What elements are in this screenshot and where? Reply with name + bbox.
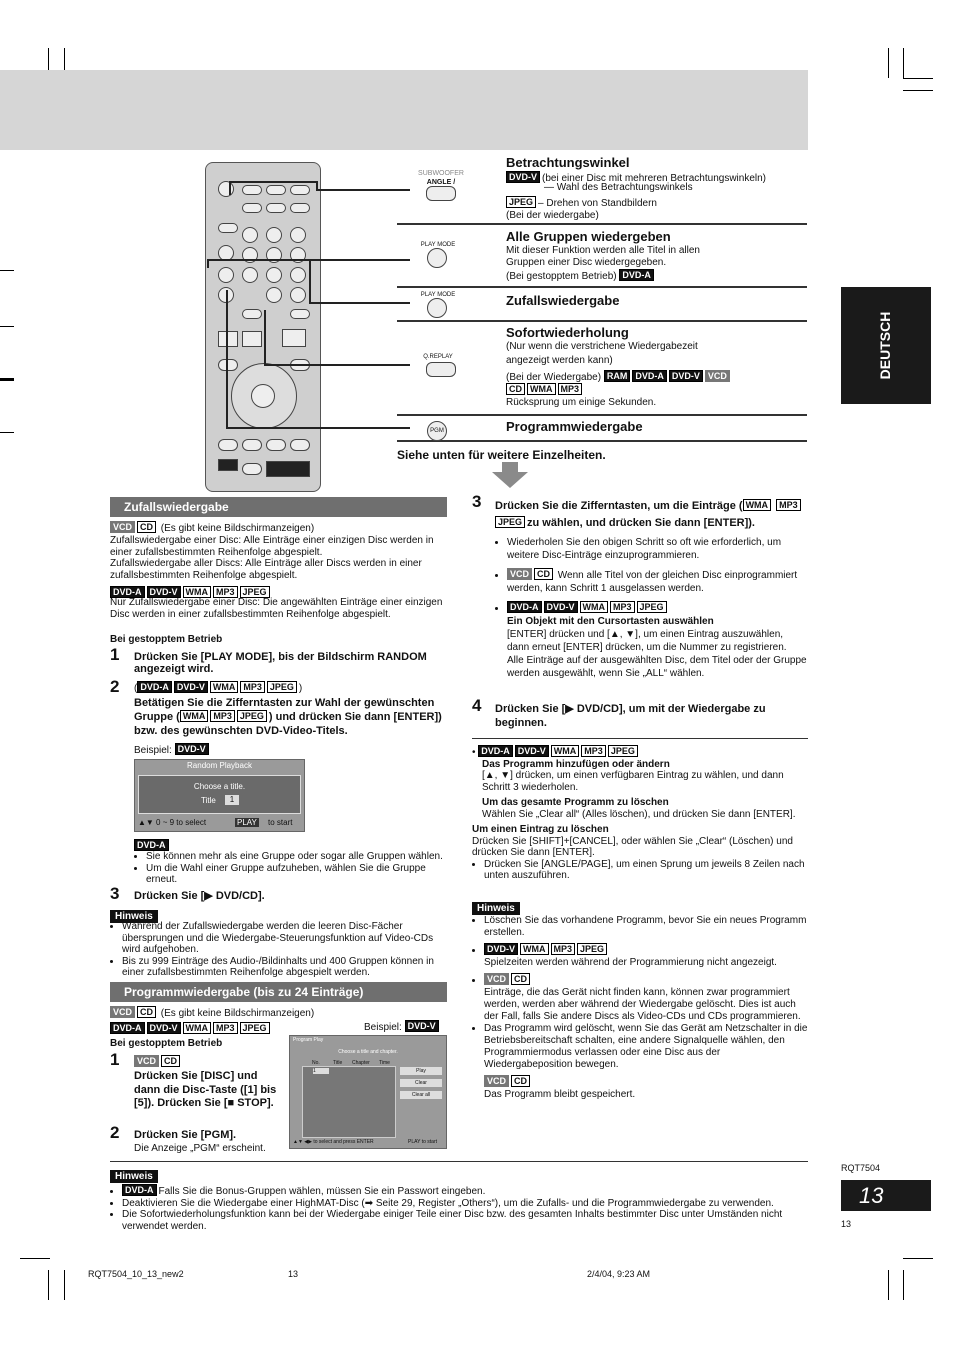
note-item: • Das Programm wird gelöscht, wenn Sie das Gerät am Netzschalter in die Betriebsbereitschaft schalten, eine andere Signalquelle wählen, den Programmiermodus verlassen oder eine Disc aus der Wiedergabeposition bewegen. VCD CD Das Programm bleibt gespeichert.: [484, 1023, 809, 1101]
screen-panel: [138, 775, 301, 814]
bottom-notes: [110, 1184, 808, 1232]
play-mode-label: PLAY MODE: [420, 292, 456, 298]
section-header-random: Zufallswiedergabe: [110, 497, 447, 517]
note-item: • VCD CD Wenn alle Titel von der gleichen Disc einprogrammiert werden, kann Schritt 1 ausgelassen werden.: [507, 568, 808, 595]
q-replay-label: Q.REPLAY: [423, 354, 453, 360]
note-item: • Wiederholen Sie den obigen Schritt so oft wie erforderlich, um weitere Disc-Einträge einzuprogrammieren.: [507, 536, 808, 562]
note-item: • Drücken Sie [ANGLE/PAGE], um einen Sprung um jeweils 8 Zeilen nach unten auszuführen.: [484, 859, 809, 882]
step-number: 1: [110, 645, 120, 664]
disc-tags: DVD-A DVD-V WMA MP3 JPEG: [110, 1022, 272, 1036]
note-item: • Löschen Sie das vorhandene Programm, bevor Sie ein neues Programm erstellen.: [484, 915, 809, 939]
note-item: • VCD CD Einträge, die das Gerät nicht finden kann, können zwar programmiert werden, werden aber während der Wiedergabe gelöscht. Dies ist auch der Fall, falls Sie andere Discs als Video-CDs und CDs programmieren.: [484, 973, 809, 1023]
prog-first-row: 1: [313, 1068, 329, 1074]
feature-desc: CD WMA MP3: [506, 383, 584, 397]
random-playback-screen: [134, 759, 305, 832]
step-number: 1: [110, 1050, 120, 1069]
note-item: • DVD-A DVD-V WMA MP3 JPEG Ein Objekt mit den Cursortasten auswählen [ENTER] drücken und [▲, ▼], um einen Eintrag auszuwählen, dann erneut [ENTER] drücken, um die Nummer zu registrieren. Alle Einträge auf der ausgewählten Disc, dem Titel oder der Gruppe werden ausgewählt, wenn Sie „ALL“ wählen.: [507, 601, 808, 680]
random-step-3: Drücken Sie [▶ DVD/CD].: [134, 890, 265, 902]
crop-mark: [0, 270, 14, 271]
stopped-label: Bei gestopptem Betrieb: [110, 634, 223, 645]
random-desc: Zufallswiedergabe aller Discs: Alle Einträge aller Discs werden in einer zufallsbestimmten Reihenfolge abgespielt.: [110, 558, 422, 581]
example-label: Beispiel: DVD-V: [134, 743, 211, 757]
feature-desc: (Bei der Wiedergabe) RAM DVD-A DVD-V VCD: [506, 370, 732, 384]
screen-title: Random Playback: [187, 761, 252, 770]
crop-mark: [903, 48, 904, 78]
program-play-screen: [289, 1035, 447, 1149]
shift-button: [218, 459, 238, 471]
crop-mark: [903, 90, 933, 91]
program-step-2-sub: Die Anzeige „PGM“ erscheint.: [134, 1143, 266, 1154]
subwoofer-label: SUBWOOFER: [418, 170, 464, 177]
note-item: • DVD-V WMA MP3 JPEG Spielzeiten werden während der Programmierung nicht angezeigt.: [484, 943, 809, 969]
feature-desc: JPEG – Drehen von Standbildern: [506, 196, 657, 210]
program-step-2: Drücken Sie [PGM].: [134, 1129, 237, 1141]
divider: [472, 738, 808, 739]
hinweis-label: Hinweis: [110, 906, 158, 924]
feature-desc: — Wahl des Betrachtungswinkels: [544, 182, 693, 193]
step-number: 2: [110, 1123, 120, 1142]
random-step-2: Betätigen Sie die Zifferntasten zur Wahl der gewünschten Gruppe ( WMA MP3 JPEG ) und drücken Sie dann [ENTER]) bzw. des gewünschten DVD-Video-Titels.: [134, 697, 442, 737]
section-header-program: Programmwiedergabe (bis zu 24 Einträge): [110, 982, 447, 1002]
screen-start: to start: [268, 818, 293, 827]
program-step-3: Drücken Sie die Zifferntasten, um die Einträge ( WMA MP3JPEG zu wählen, und drücken Sie dann [ENTER]).: [495, 498, 809, 532]
crop-mark: [0, 378, 14, 381]
hinweis-label: Hinweis: [110, 1166, 158, 1184]
feature-desc: (Nur wenn die verstrichene Wiedergabezeit: [506, 341, 698, 352]
crop-mark: [888, 48, 889, 78]
disc-tags: VCD CD (Es gibt keine Bildschirmanzeigen): [110, 1006, 314, 1020]
disc-tags: DVD-A DVD-V WMA MP3 JPEG: [110, 586, 272, 600]
prog-footer-play: PLAY to start: [408, 1139, 437, 1145]
prog-col: No.: [312, 1060, 320, 1066]
stopped-label: Bei gestopptem Betrieb: [110, 1038, 223, 1049]
feature-title: Zufallswiedergabe: [506, 293, 620, 308]
note-item: • Deaktivieren Sie die Wiedergabe einer HighMAT-Disc (➡ Seite 29, Register „Others“), um die Zufalls- und die Programmwiedergabe zu verwenden.: [122, 1198, 808, 1210]
header-band: [0, 70, 808, 150]
down-arrow-icon: [492, 462, 528, 488]
random-notes: [110, 921, 447, 979]
prog-col: Time: [379, 1060, 390, 1066]
divider: [110, 1161, 808, 1162]
feature-title: Betrachtungswinkel: [506, 155, 630, 170]
see-below: Siehe unten für weitere Einzelheiten.: [397, 448, 606, 462]
disc-tags: DVD-A: [134, 839, 171, 853]
crop-mark: [888, 1270, 889, 1300]
step-number: 4: [472, 696, 482, 715]
page-number: 13: [841, 1180, 931, 1211]
callout-lines: [200, 160, 410, 440]
feature-desc: Gruppen einer Disc wiedergegeben.: [506, 257, 667, 268]
divider: [397, 223, 807, 225]
prog-play-button[interactable]: Play: [400, 1067, 442, 1075]
crop-mark: [0, 432, 14, 433]
feature-desc: Mit dieser Funktion werden alle Titel in allen: [506, 245, 700, 256]
pgm-button: PGM: [427, 421, 447, 441]
note-item: • Um die Wahl einer Gruppe aufzuheben, wählen Sie die Gruppe erneut.: [146, 863, 447, 886]
footer-file: RQT7504_10_13_new2: [88, 1269, 184, 1279]
random-desc: Zufallswiedergabe einer Disc: Alle Einträge einer einzigen Disc werden in einer zufallsbestimmten Reihenfolge abgespielt.: [110, 535, 434, 558]
step-number: 2: [110, 677, 120, 696]
program-edit-notes: • DVD-A DVD-V WMA MP3 JPEG Das Programm hinzufügen oder ändern [▲, ▼] drücken, um einen verfügbaren Eintrag zu wählen, und dann Schritt 3 wiederholen. Um das gesamte Programm zu löschen Wählen Sie „Clear all“ (Alles löschen), und drücken Sie dann [ENTER]. Um einen Eintrag zu löschen Drücken Sie [SHIFT]+[CANCEL], oder wählen Sie „Clear“ (Löschen) und drücken Sie dann [ENTER]. • Drücken Sie [ANGLE/PAGE], um einen Sprung um jeweils 8 Zeilen nach unten auszuführen.: [472, 745, 809, 882]
program-step-1: Drücken Sie [DISC] und dann die Disc-Taste ([1] bis [5]). Drücken Sie [■ STOP].: [134, 1070, 277, 1109]
crop-mark: [64, 1270, 65, 1300]
dvda-notes: [134, 851, 447, 886]
prog-clear-all-button[interactable]: Clear all: [400, 1091, 442, 1099]
divider: [397, 286, 807, 288]
random-step-1: Drücken Sie [PLAY MODE], bis der Bildschirm RANDOM angezeigt wird.: [134, 651, 427, 675]
screen-title-value: 1: [225, 795, 239, 805]
cancel-button: [242, 439, 262, 451]
crop-mark: [0, 326, 14, 327]
feature-desc: (Bei gestopptem Betrieb) DVD-A: [506, 269, 656, 283]
volume-button: [266, 461, 310, 477]
angle-page-button: [426, 186, 456, 201]
feature-title: Sofortwiederholung: [506, 325, 629, 340]
divider: [397, 320, 807, 322]
angle-page-label: ANGLE /: [426, 179, 456, 186]
note-item: • Bis zu 999 Einträge des Audio-/Bildinhalts und 400 Gruppen können in einer zufallsbestimmten Reihenfolge abgespielt werden.: [122, 956, 447, 979]
feature-desc: angezeigt werden kann): [506, 355, 613, 366]
disc-tags: VCD CD: [134, 1055, 182, 1069]
language-tab: DEUTSCH: [841, 287, 931, 404]
footer-date: 2/4/04, 9:23 AM: [587, 1269, 651, 1279]
screen-title-label: Title: [201, 796, 216, 805]
footer-page: 13: [288, 1269, 299, 1279]
prog-screen-choose: Choose a title and chapter.: [338, 1049, 398, 1055]
feature-title: Programmwiedergabe: [506, 419, 643, 434]
feature-desc: DVD-V (bei einer Disc mit mehreren Betrachtungswinkeln): [506, 171, 806, 185]
feature-desc: Rücksprung um einige Sekunden.: [506, 397, 657, 408]
skip-button: [290, 439, 310, 451]
skip-button: [266, 439, 286, 451]
step-3-notes: [495, 536, 808, 680]
prog-col: Chapter: [352, 1060, 370, 1066]
screen-play: PLAY: [237, 818, 257, 827]
note-item: • DVD-A Falls Sie die Bonus-Gruppen wählen, müssen Sie ein Passwort eingeben.: [122, 1184, 808, 1198]
model-number: RQT7504: [841, 1163, 881, 1173]
tv-av-button: [242, 463, 262, 475]
page-number-small: 13: [841, 1219, 852, 1229]
note-item: • Die Sofortwiederholungsfunktion kann bei der Wiedergabe einiger Teile einer Disc bzw. des gesamten Inhalts bestimmter Disc unter Umständen nicht verwendet werden.: [122, 1209, 808, 1232]
program-step-4: Drücken Sie [▶ DVD/CD], um mit der Wiedergabe zu beginnen.: [495, 703, 766, 729]
step-number: 3: [110, 884, 120, 903]
prog-table: [302, 1066, 396, 1138]
crop-mark: [903, 78, 933, 79]
q-replay-button: [426, 362, 456, 377]
note-item: • Während der Zufallswiedergabe werden die leeren Disc-Fächer übersprungen und die Wiedergabe-Steuerungsfunktion auf Video-CDs wird aufgehoben.: [122, 921, 447, 956]
feature-desc: (Bei der wiedergabe): [506, 210, 599, 221]
random-desc: Nur Zufallswiedergabe einer Disc: Die angewählten Einträge einer einzigen Disc werden in einer zufallsbestimmten Reihenfolge abgespielt.: [110, 597, 443, 620]
play-mode-label: PLAY MODE: [420, 242, 456, 248]
play-mode-button: [427, 298, 447, 318]
crop-mark: [20, 1258, 50, 1259]
example-label: Beispiel: DVD-V: [364, 1020, 441, 1034]
setup-button: [218, 439, 238, 451]
divider: [397, 440, 807, 442]
step-number: 3: [472, 492, 482, 511]
screen-choose: Choose a title.: [193, 782, 246, 791]
crop-mark: [903, 1270, 904, 1300]
prog-screen-title: Program Play: [293, 1037, 324, 1043]
divider: [397, 414, 807, 416]
program-notes: [472, 915, 809, 1101]
play-mode-button: [427, 248, 447, 268]
prog-clear-button[interactable]: Clear: [400, 1079, 442, 1087]
disc-tags: VCD CD (Es gibt keine Bildschirmanzeigen): [110, 521, 314, 535]
crop-mark: [903, 1258, 933, 1259]
note-item: • Sie können mehr als eine Gruppe oder sogar alle Gruppen wählen.: [146, 851, 447, 863]
prog-footer: ▲▼ ◀▶ to select and press ENTER: [293, 1139, 374, 1145]
feature-title: Alle Gruppen wiedergeben: [506, 229, 671, 244]
screen-nav: ▲▼ 0 ~ 9 to select: [138, 818, 207, 827]
prog-col: Title: [333, 1060, 343, 1066]
disc-tags: ( DVD-A DVD-V WMA MP3 JPEG ): [134, 682, 303, 694]
hinweis-label: Hinweis: [472, 898, 520, 916]
crop-mark: [48, 1270, 49, 1300]
